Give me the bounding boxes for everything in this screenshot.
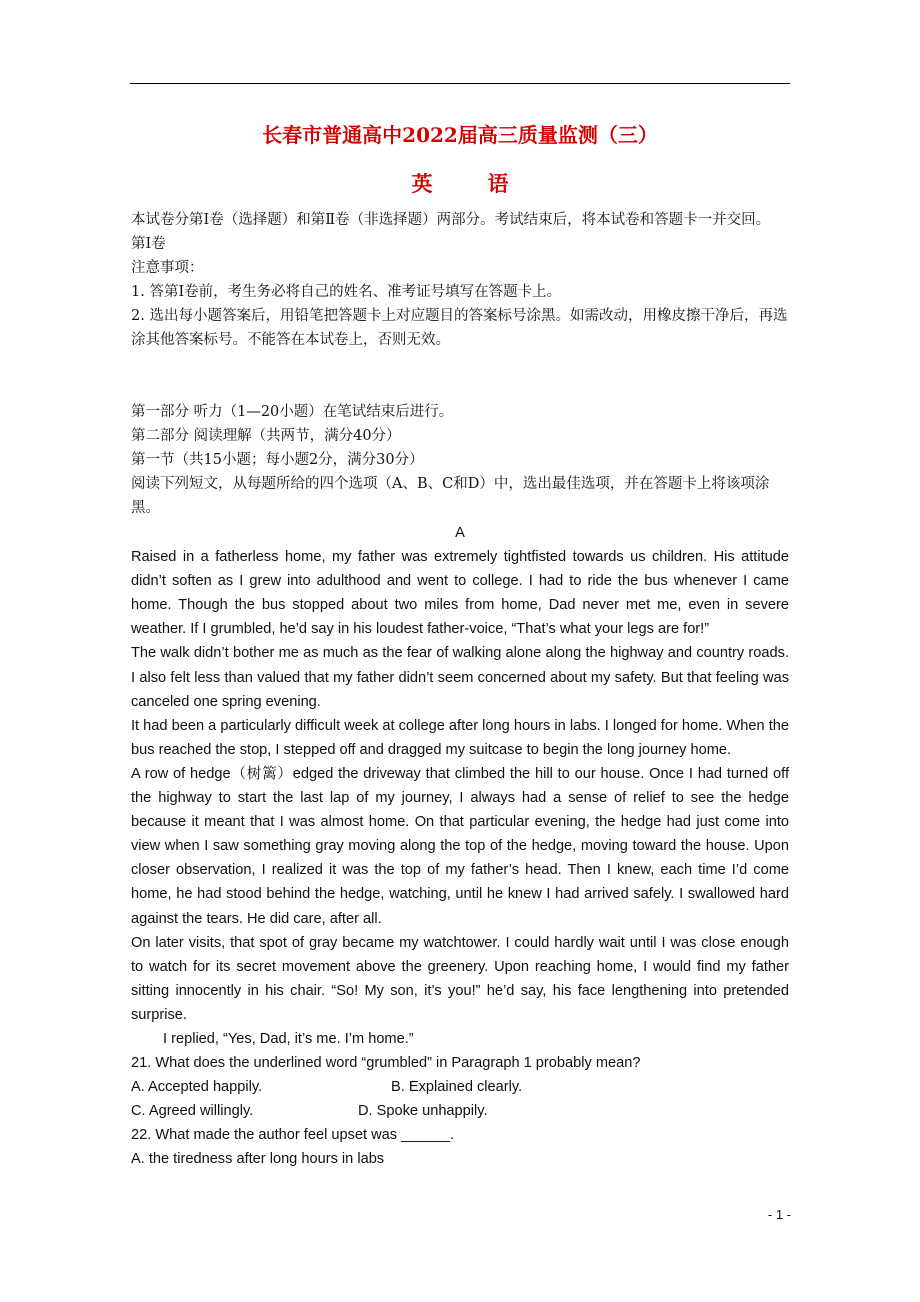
passage-paragraph: I replied, “Yes, Dad, it’s me. I’m home.” bbox=[163, 1030, 414, 1047]
part-2-text: 第二部分 阅读理解（共两节，满分40分） bbox=[131, 428, 401, 444]
question-22: 22. What made the author feel upset was ______. bbox=[131, 1127, 454, 1144]
section-1-text: 第一节（共15小题；每小题2分，满分30分） bbox=[131, 452, 424, 468]
passage-paragraph: On later visits, that spot of gray became my watchtower. I could hardly wait until I was close enough to watch for its secret movement above the greenery. Upon reaching home, I would find my father sitting innocently in his chair. “So! My son, it’s you!” he’d say, his face lengthening into pretended surprise. bbox=[131, 934, 789, 1023]
note-1: 1. 答第Ⅰ卷前，考生务必将自己的姓名、准考证号填写在答题卡上。 bbox=[131, 284, 562, 300]
intro-text: 本试卷分第Ⅰ卷（选择题）和第Ⅱ卷（非选择题）两部分。考试结束后，将本试卷和答题卡一并交回。 bbox=[131, 212, 771, 228]
instructions-block bbox=[131, 208, 791, 352]
subject-char-1: 英 bbox=[411, 171, 433, 196]
option-d: D. Spoke unhappily. bbox=[358, 1103, 488, 1120]
passage-label: A bbox=[455, 525, 465, 541]
question-21-options-row-2 bbox=[131, 1099, 789, 1123]
part-1-text: 第一部分 听力（1—20小题）在笔试结束后进行。 bbox=[131, 404, 454, 420]
exam-title: 长春市普通高中2022届高三质量监测（三） bbox=[262, 123, 658, 147]
reading-passage bbox=[131, 521, 789, 1172]
passage-paragraph: The walk didn’t bother me as much as the fear of walking alone along the highway and country roads. I also felt less than valued that my father didn’t seem concerned about my safety. But that feeling was canceled one spring evening. bbox=[131, 645, 789, 710]
question-21: 21. What does the underlined word “grumbled” in Paragraph 1 probably mean? bbox=[131, 1055, 641, 1072]
option-a: A. Accepted happily. bbox=[131, 1079, 263, 1096]
question-21-options-row-1 bbox=[131, 1075, 789, 1099]
notes-heading: 注意事项： bbox=[131, 260, 204, 276]
passage-paragraph: It had been a particularly difficult week at college after long hours in labs. I longed for home. When the bus reached the stop, I stepped off and dragged my suitcase to begin the long journey home. bbox=[131, 717, 789, 758]
section-info-block bbox=[131, 400, 791, 520]
option-c: C. Agreed willingly. bbox=[131, 1103, 254, 1120]
volume-label: 第Ⅰ卷 bbox=[131, 236, 166, 252]
passage-paragraph: Raised in a fatherless home, my father was extremely tightfisted towards us children. His attitude didn’t soften as I grew into adulthood and went to college. I had to ride the bus whenever I came home. Though the bus stopped about two miles from home, Dad never met me, even in severe weather. If I grumbled, he’d say in his loudest father-voice, “That’s what your legs are for!” bbox=[131, 549, 789, 638]
directions-text: 阅读下列短文，从每题所给的四个选项（A、B、C和D）中，选出最佳选项，并在答题卡上将该项涂黑。 bbox=[131, 476, 770, 516]
note-2: 2. 选出每小题答案后，用铅笔把答题卡上对应题目的答案标号涂黑。如需改动，用橡皮擦干净后，再选涂其他答案标号。不能答在本试卷上，否则无效。 bbox=[131, 308, 788, 348]
option-b: B. Explained clearly. bbox=[391, 1079, 523, 1096]
header-rule bbox=[130, 83, 790, 84]
page-number: - 1 - bbox=[767, 1207, 791, 1222]
option-a: A. the tiredness after long hours in labs bbox=[131, 1151, 385, 1168]
subject-char-2: 语 bbox=[487, 171, 509, 196]
subject-title bbox=[0, 169, 920, 199]
passage-paragraph: A row of hedge（树篱）edged the driveway that climbed the hill to our house. Once I had turned off the highway to start the last lap of my journey, I always had a sense of relief to see the hedge because it meant that I was almost home. On that particular evening, the hedge had just come into view when I saw something gray moving along the top of the hedge, moving toward the house. Upon closer observation, I realized it was the top of my father’s head. Then I knew, each time I’d come home, he had stood behind the hedge, watching, until he knew I had arrived safely. I swallowed hard against the tears. He did care, after all. bbox=[131, 765, 789, 927]
